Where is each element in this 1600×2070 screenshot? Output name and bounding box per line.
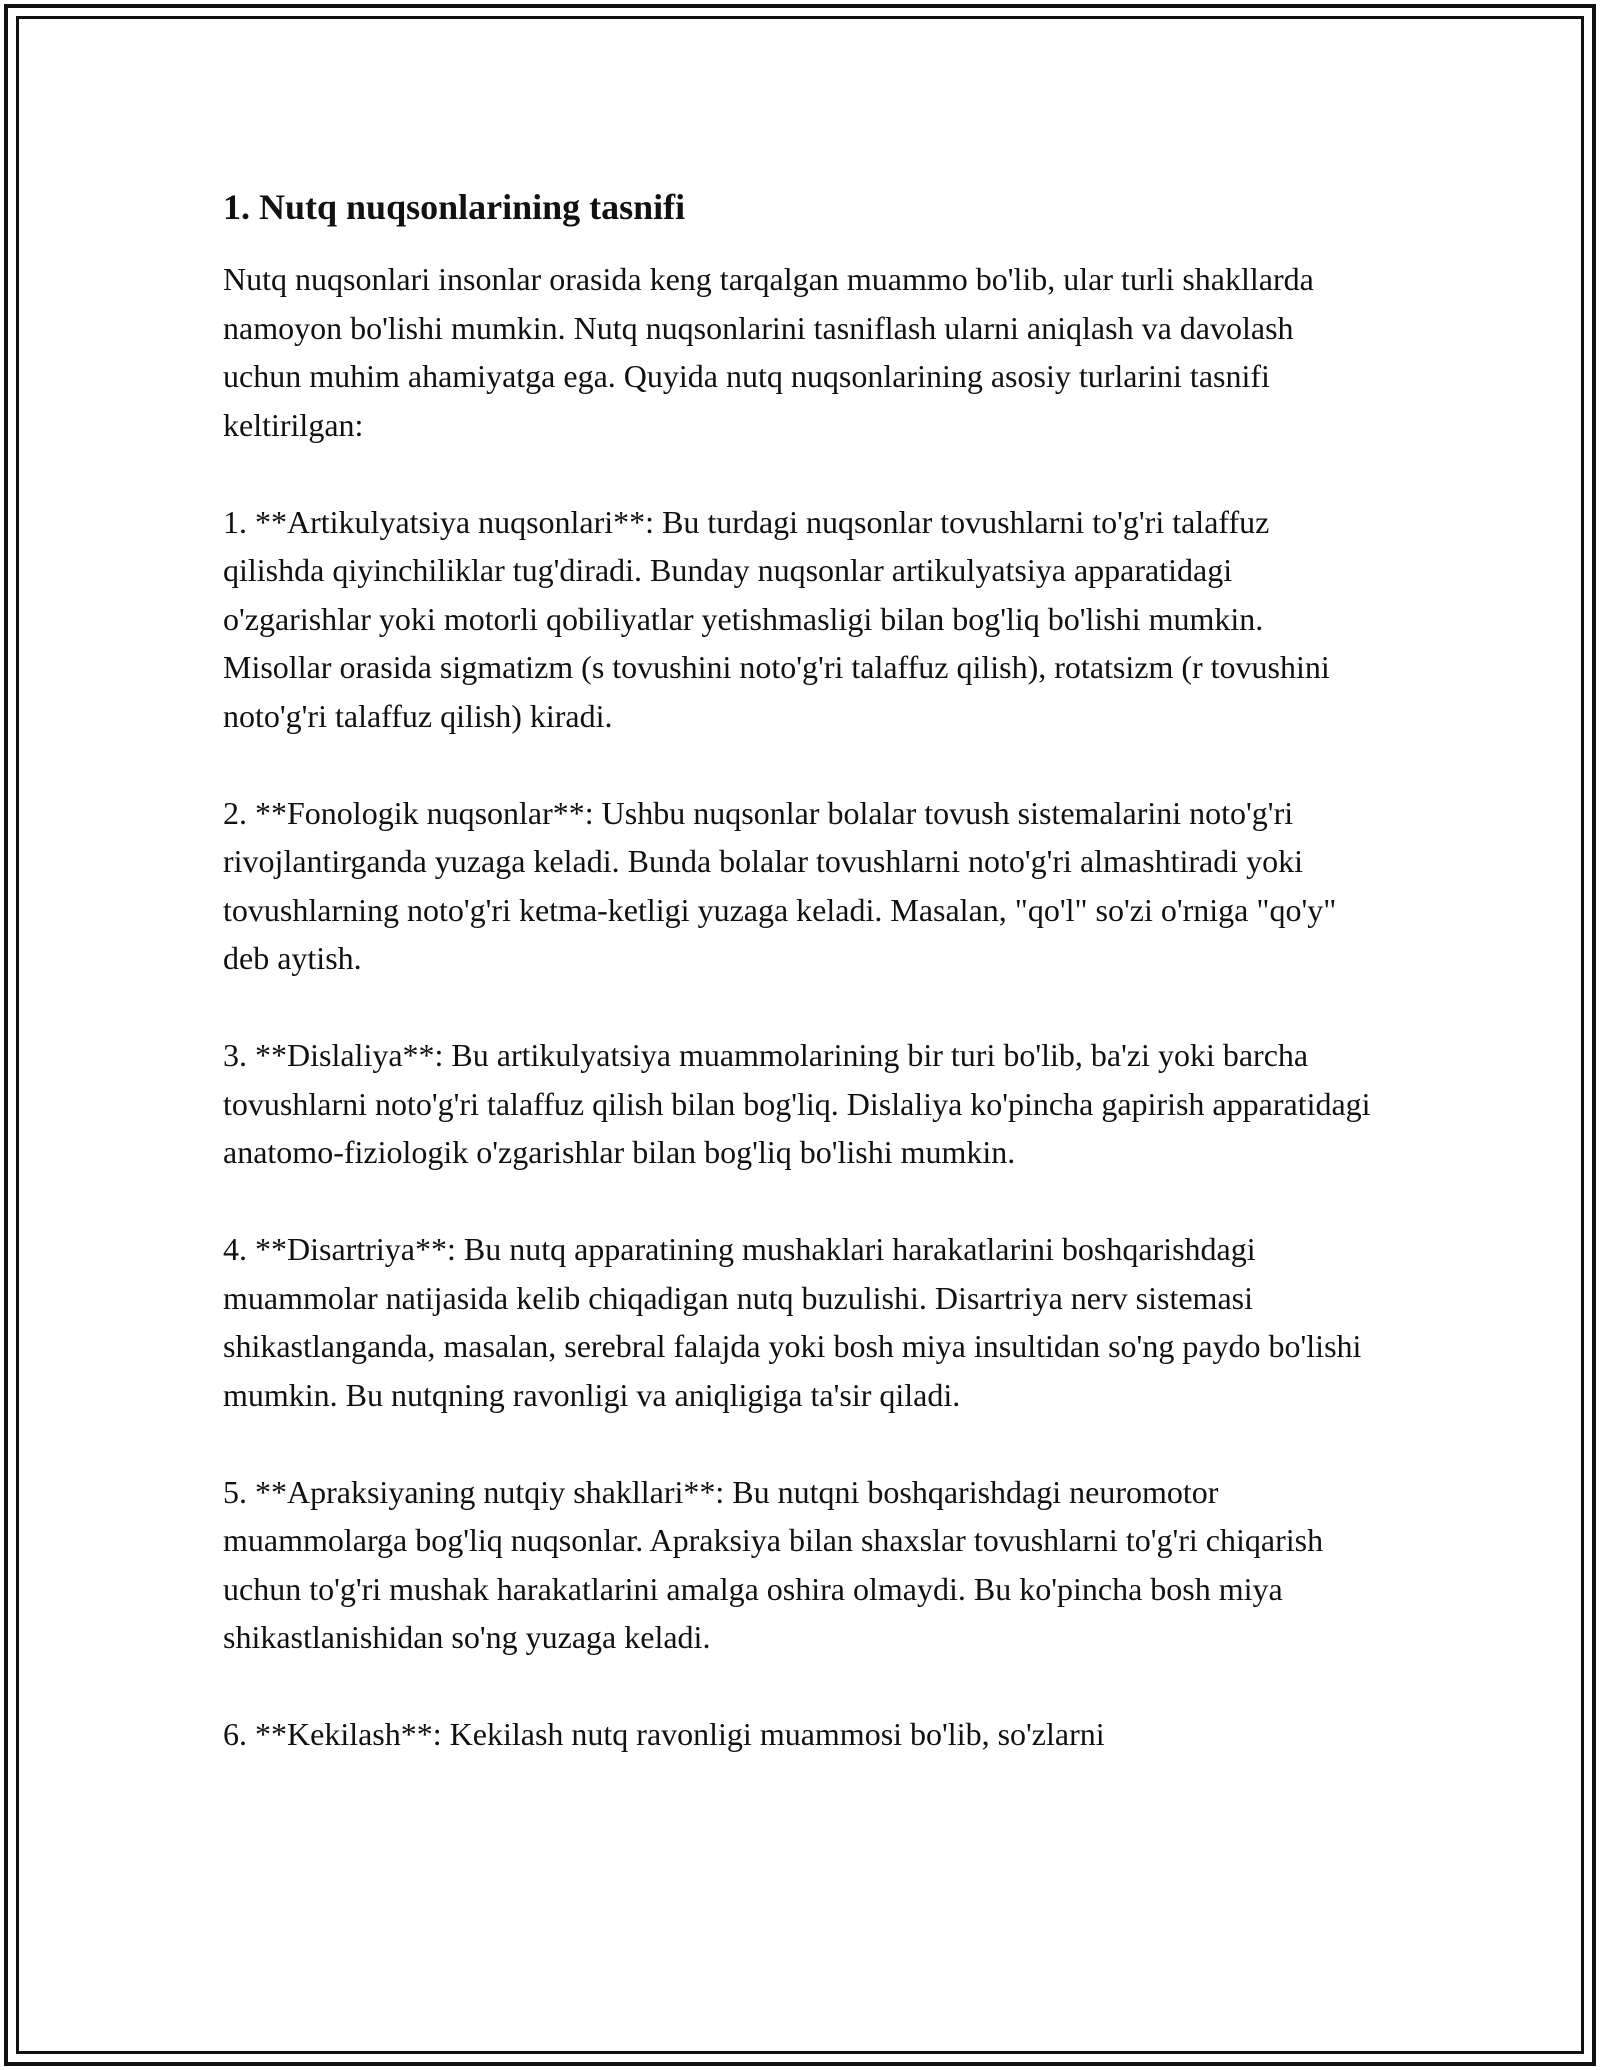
item-dysarthria-paragraph: 4. **Disartriya**: Bu nutq apparatining mushaklari harakatlarini boshqarishdagi muammolar natijasida kelib chiqadigan nutq buzulishi. Disartriya nerv sistemasi shikastlanganda, masalan, serebral falajda yoki bosh miya insultidan so'ng paydo bo'lishi mumkin. Bu nutqning ravonligi va aniqligiga ta'sir qiladi. xyxy=(223,1231,1362,1413)
item-apraxia-paragraph: 5. **Apraksiyaning nutqiy shakllari**: Bu nutqni boshqarishdagi neuromotor muammolarga bog'liq nuqsonlar. Apraksiya bilan shaxslar tovushlarni to'g'ri chiqarish uchun to'g'ri mushak harakatlarini amalga oshira olmaydi. Bu ko'pincha bosh miya shikastlanishidan so'ng yuzaga keladi. xyxy=(223,1473,1324,1655)
intro-paragraph: Nutq nuqsonlari insonlar orasida keng tarqalgan muammo bo'lib, ular turli shakllarda namoyon bo'lishi mumkin. Nutq nuqsonlarini tasniflash ularni aniqlash va davolash uchun muhim ahamiyatga ega. Quyida nutq nuqsonlarining asosiy turlarini tasnifi keltirilgan: xyxy=(223,261,1314,443)
document-title: 1. Nutq nuqsonlarining tasnifi xyxy=(223,187,686,227)
item-dyslalia-paragraph: 3. **Dislaliya**: Bu artikulyatsiya muammolarining bir turi bo'lib, ba'zi yoki barcha tovushlarni noto'g'ri talaffuz qilish bilan bog'liq. Dislaliya ko'pincha gapirish apparatidagi anatomo-fiziologik o'zgarishlar bilan bog'liq bo'lishi mumkin. xyxy=(223,1037,1371,1170)
document-body xyxy=(223,183,1373,1807)
item-stuttering-paragraph: 6. **Kekilash**: Kekilash nutq ravonligi muammosi bo'lib, so'zlarni xyxy=(223,1716,1105,1752)
item-articulation-paragraph: 1. **Artikulyatsiya nuqsonlari**: Bu turdagi nuqsonlar tovushlarni to'g'ri talaffuz qilishda qiyinchiliklar tug'diradi. Bunday nuqsonlar artikulyatsiya apparatidagi o'zgarishlar yoki motorli qobiliyatlar yetishmasligi bilan bog'liq bo'lishi mumkin. Misollar orasida sigmatizm (s tovushini noto'g'ri talaffuz qilish), rotatsizm (r tovushini noto'g'ri talaffuz qilish) kiradi. xyxy=(223,503,1330,734)
item-phonological-paragraph: 2. **Fonologik nuqsonlar**: Ushbu nuqsonlar bolalar tovush sistemalarini noto'g'ri rivojlantirganda yuzaga keladi. Bunda bolalar tovushlarni noto'g'ri almashtiradi yoki tovushlarning noto'g'ri ketma-ketligi yuzaga keladi. Masalan, "qo'l" so'zi o'rniga "qo'y" deb aytish. xyxy=(223,794,1337,976)
